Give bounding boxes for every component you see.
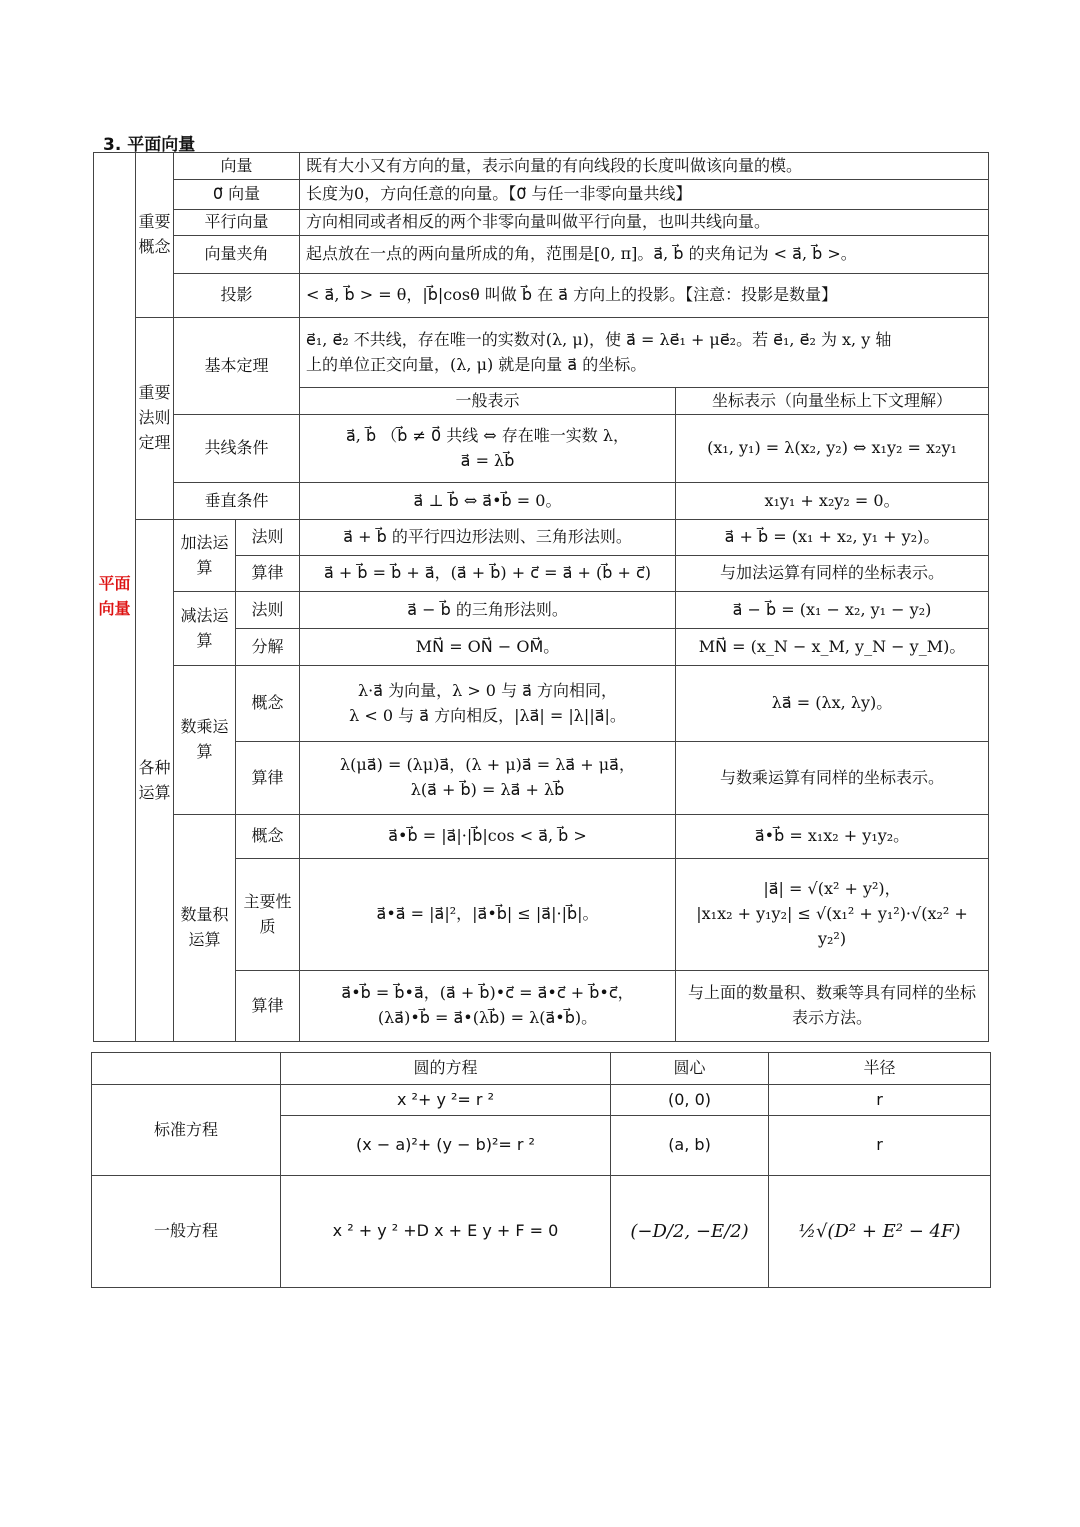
header-general: 一般表示: [300, 388, 676, 415]
scalar-law-name: 算律: [236, 742, 300, 815]
dot-law-coord: 与上面的数量积、数乘等具有同样的坐标表示方法。: [676, 971, 989, 1042]
standard-label: 标准方程: [92, 1085, 281, 1176]
concept-desc: 既有大小又有方向的量，表示向量的有向线段的长度叫做该向量的模。: [300, 153, 989, 180]
dot-law: a⃗•b⃗ = b⃗•a⃗，(a⃗ + b⃗)•c⃗ = a⃗•c⃗ + b⃗•c⃗， (λa⃗)•b⃗ = a⃗•(λb⃗) = λ(a⃗•b⃗)。: [300, 971, 676, 1042]
concept-desc: 起点放在一点的两向量所成的角，范围是[0, π]。a⃗, b⃗ 的夹角记为 < a⃗, b⃗ >。: [300, 236, 989, 274]
collinear-general: a⃗, b⃗ （b⃗ ≠ 0⃗ 共线 ⇔ 存在唯一实数 λ， a⃗ = λb⃗: [300, 415, 676, 483]
concept-desc: 长度为0，方向任意的向量。【0⃗ 与任一非零向量共线】: [300, 180, 989, 210]
sub-rule-coord: a⃗ − b⃗ = (x₁ − x₂, y₁ − y₂): [676, 592, 989, 629]
header-center: 圆心: [611, 1053, 769, 1085]
theorem-name: 基本定理: [174, 318, 300, 415]
dot-concept-coord: a⃗•b⃗ = x₁x₂ + y₁y₂。: [676, 815, 989, 859]
scalar-label: 数乘运算: [174, 666, 236, 815]
add-rule-coord: a⃗ + b⃗ = (x₁ + x₂, y₁ + y₂)。: [676, 520, 989, 556]
dot-concept-name: 概念: [236, 815, 300, 859]
add-label: 加法运算: [174, 520, 236, 592]
add-rule-name: 法则: [236, 520, 300, 556]
scalar-concept-coord: λa⃗ = (λx, λy)。: [676, 666, 989, 742]
header-coord: 坐标表示（向量坐标上下文理解）: [676, 388, 989, 415]
ops-group-label: 各种运算: [136, 520, 174, 1042]
general-label: 一般方程: [92, 1176, 281, 1288]
concept-group-label: 重要概念: [136, 153, 174, 318]
standard-radius-2: r: [769, 1116, 991, 1176]
standard-center-2: (a, b): [611, 1116, 769, 1176]
sub-rule-name: 法则: [236, 592, 300, 629]
concept-name: 投影: [174, 274, 300, 318]
add-law-name: 算律: [236, 556, 300, 592]
general-eq: x ² + y ² +D x + E y + F = 0: [281, 1176, 611, 1288]
dot-prop: a⃗•a⃗ = |a⃗|²，|a⃗•b⃗| ≤ |a⃗|·|b⃗|。: [300, 859, 676, 971]
page-title: 3. 平面向量: [103, 135, 196, 155]
dot-law-name: 算律: [236, 971, 300, 1042]
concept-desc: 方向相同或者相反的两个非零向量叫做平行向量，也叫共线向量。: [300, 210, 989, 236]
concept-desc: < a⃗, b⃗ > = θ，|b⃗|cosθ 叫做 b⃗ 在 a⃗ 方向上的投影。【注意：投影是数量】: [300, 274, 989, 318]
concept-name: 0⃗ 向量: [174, 180, 300, 210]
scalar-concept: λ·a⃗ 为向量，λ > 0 与 a⃗ 方向相同， λ < 0 与 a⃗ 方向相反，|λa⃗| = |λ||a⃗|。: [300, 666, 676, 742]
scalar-law: λ(μa⃗) = (λμ)a⃗，(λ + μ)a⃗ = λa⃗ + μa⃗， λ(a⃗ + b⃗) = λa⃗ + λb⃗: [300, 742, 676, 815]
standard-eq-1: x ²+ y ²= r ²: [281, 1085, 611, 1116]
sub-rule: a⃗ − b⃗ 的三角形法则。: [300, 592, 676, 629]
sub-label: 减法运算: [174, 592, 236, 666]
concept-name: 向量夹角: [174, 236, 300, 274]
vector-table: [93, 152, 989, 1042]
collinear-coord: (x₁, y₁) = λ(x₂, y₂) ⇔ x₁y₂ = x₂y₁: [676, 415, 989, 483]
header-blank: [92, 1053, 281, 1085]
main-label: 平面向量: [94, 153, 136, 1042]
dot-label: 数量积运算: [174, 815, 236, 1042]
standard-eq-2: (x − a)²+ (y − b)²= r ²: [281, 1116, 611, 1176]
dot-prop-name: 主要性质: [236, 859, 300, 971]
standard-center-1: (0, 0): [611, 1085, 769, 1116]
add-rule: a⃗ + b⃗ 的平行四边形法则、三角形法则。: [300, 520, 676, 556]
add-law: a⃗ + b⃗ = b⃗ + a⃗，(a⃗ + b⃗) + c⃗ = a⃗ + (b⃗ + c⃗): [300, 556, 676, 592]
concept-name: 平行向量: [174, 210, 300, 236]
circle-table: [91, 1052, 991, 1288]
scalar-law-coord: 与数乘运算有同样的坐标表示。: [676, 742, 989, 815]
dot-prop-coord: |a⃗| = √(x² + y²)， |x₁x₂ + y₁y₂| ≤ √(x₁² + y₁²)·√(x₂² + y₂²): [676, 859, 989, 971]
standard-radius-1: r: [769, 1085, 991, 1116]
header-equation: 圆的方程: [281, 1053, 611, 1085]
theorem-group-label: 重要法则定理: [136, 318, 174, 520]
concept-name: 向量: [174, 153, 300, 180]
sub-dec: MN⃗ = ON⃗ − OM⃗。: [300, 629, 676, 666]
theorem-text: e⃗₁, e⃗₂ 不共线，存在唯一的实数对(λ, μ)，使 a⃗ = λe⃗₁ + μe⃗₂。若 e⃗₁, e⃗₂ 为 x, y 轴 上的单位正交向量，(λ, μ) 就是向量 a⃗ 的坐标。: [300, 318, 989, 388]
dot-concept: a⃗•b⃗ = |a⃗|·|b⃗|cos < a⃗, b⃗ >: [300, 815, 676, 859]
perpendicular-general: a⃗ ⊥ b⃗ ⇔ a⃗•b⃗ = 0。: [300, 483, 676, 520]
general-center: (−D/2, −E/2): [611, 1176, 769, 1288]
general-radius: ½√(D² + E² − 4F): [769, 1176, 991, 1288]
scalar-concept-name: 概念: [236, 666, 300, 742]
add-law-coord: 与加法运算有同样的坐标表示。: [676, 556, 989, 592]
header-radius: 半径: [769, 1053, 991, 1085]
sub-dec-coord: MN⃗ = (x_N − x_M, y_N − y_M)。: [676, 629, 989, 666]
perpendicular-name: 垂直条件: [174, 483, 300, 520]
collinear-name: 共线条件: [174, 415, 300, 483]
sub-dec-name: 分解: [236, 629, 300, 666]
perpendicular-coord: x₁y₁ + x₂y₂ = 0。: [676, 483, 989, 520]
